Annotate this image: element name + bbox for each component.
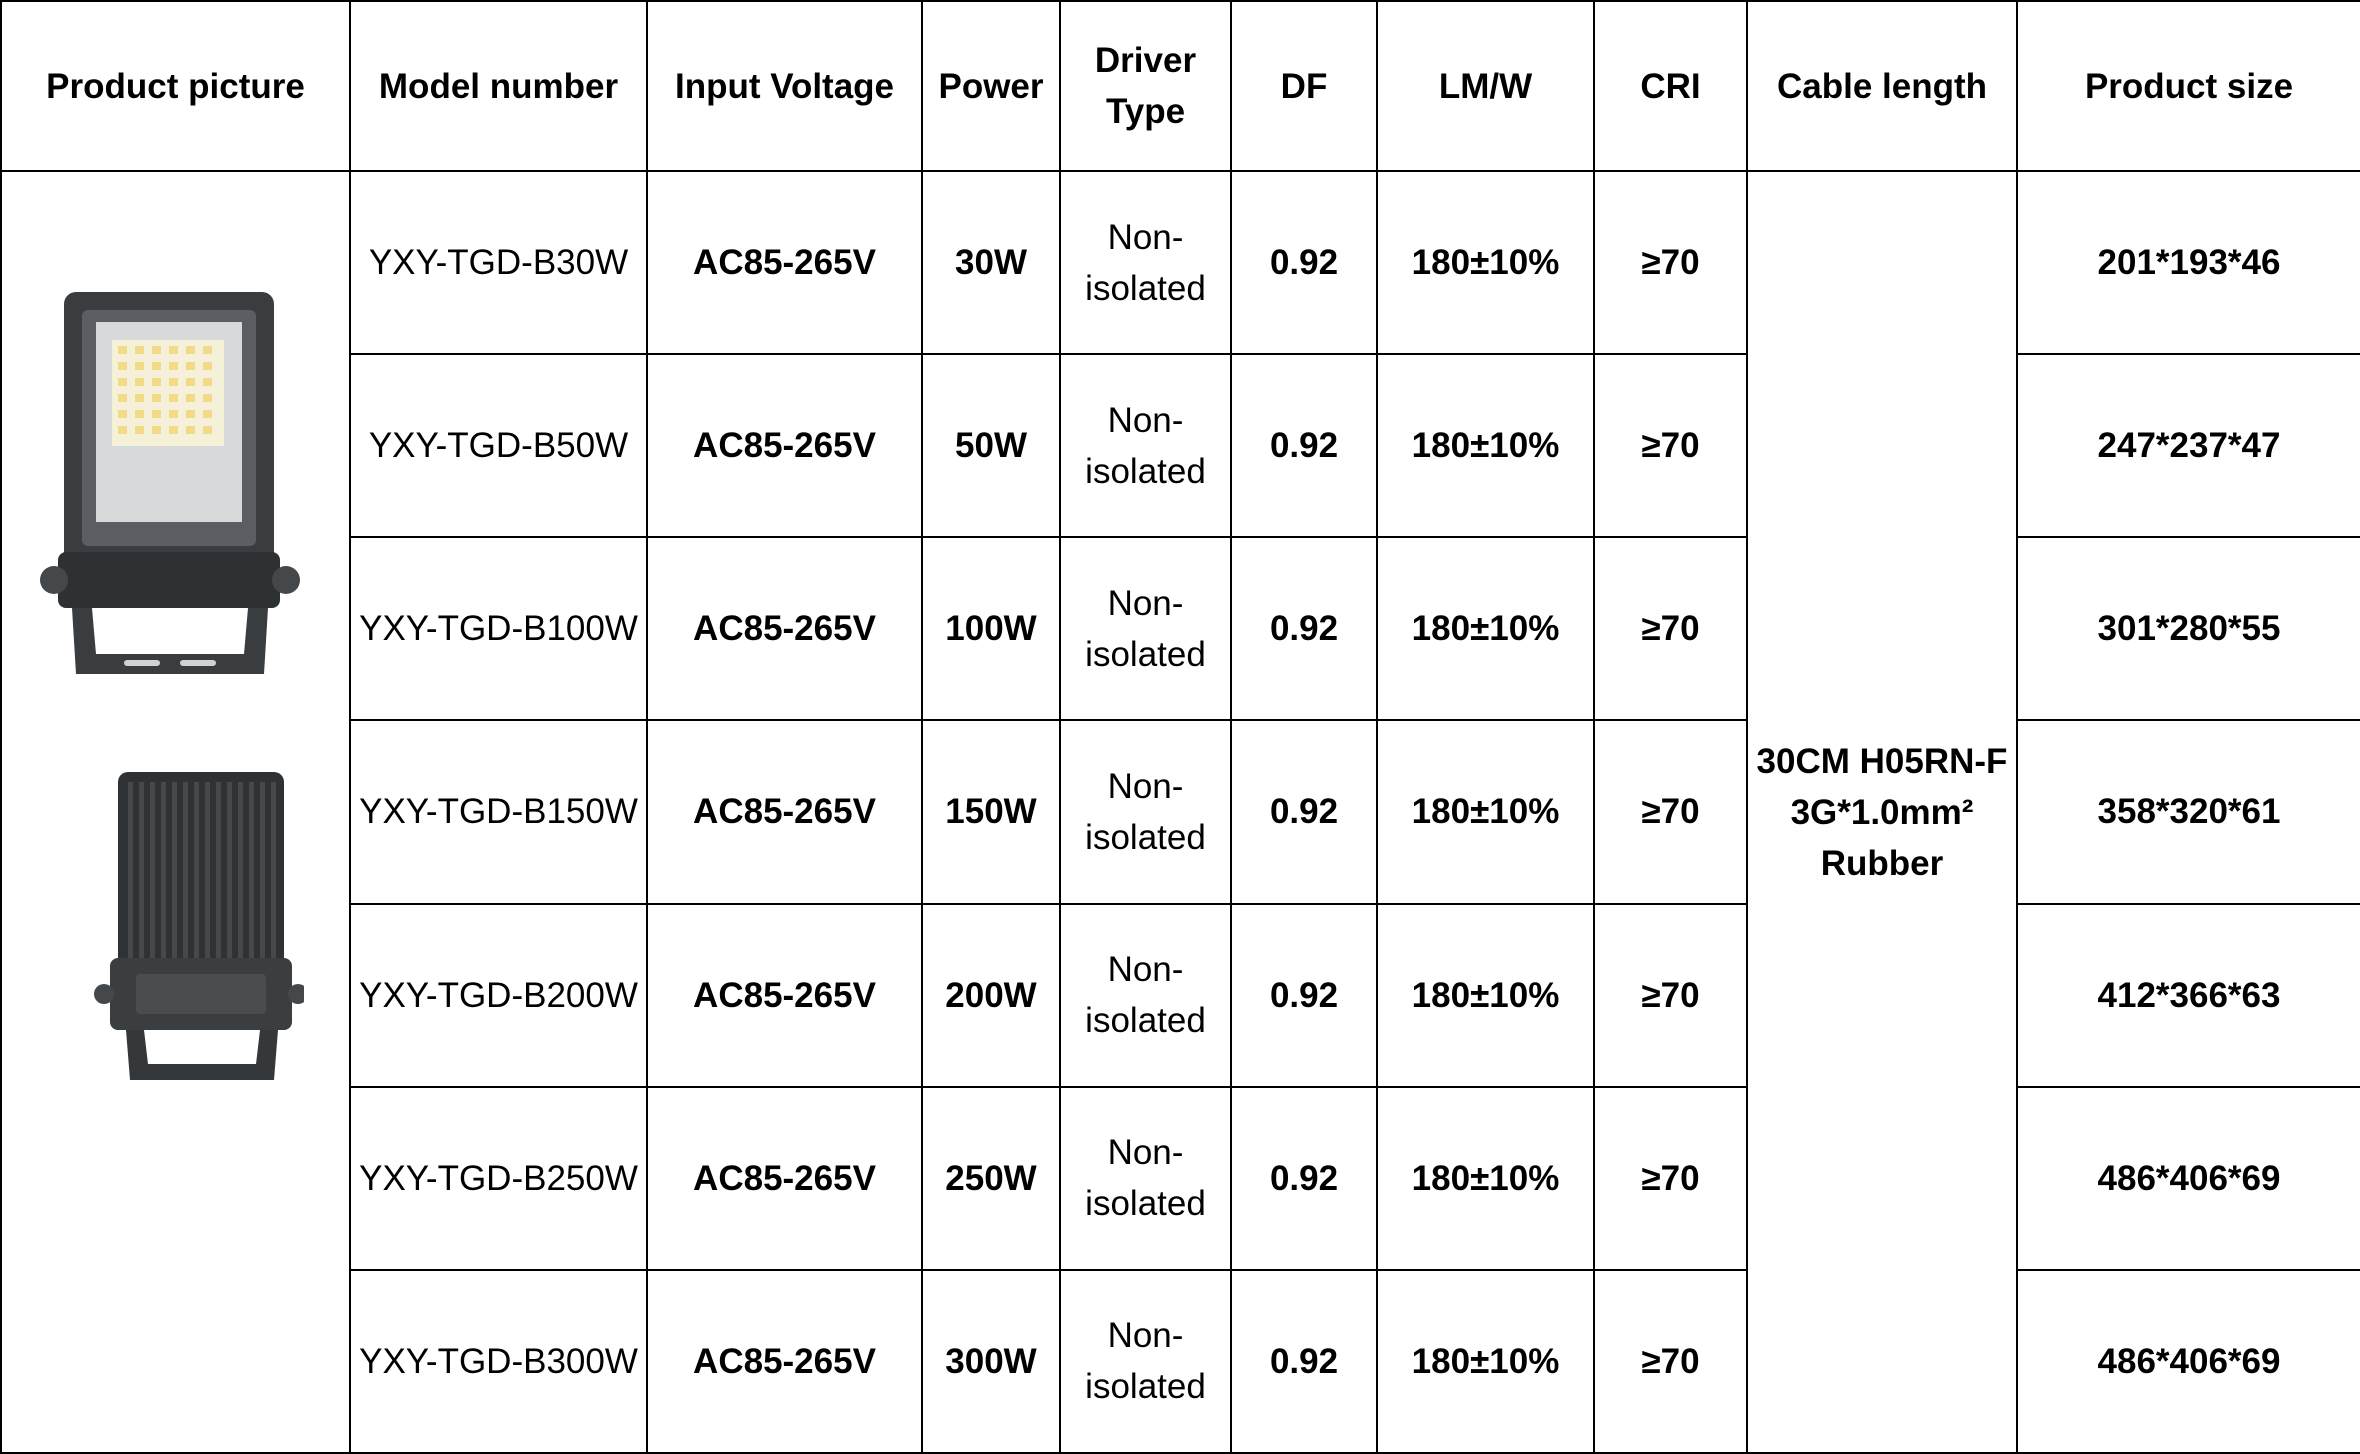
led-chip [203, 394, 212, 402]
header-product-picture: Product picture [1, 1, 350, 171]
product-size-cell: 486*406*69 [2017, 1270, 2360, 1453]
df-cell: 0.92 [1231, 354, 1377, 537]
cri-cell: ≥70 [1594, 171, 1747, 354]
led-chip [169, 394, 178, 402]
led-chip [135, 426, 144, 434]
df-cell: 0.92 [1231, 904, 1377, 1087]
header-product-size: Product size [2017, 1, 2360, 171]
floodlight-back-image [74, 762, 304, 1092]
led-chip [152, 394, 161, 402]
header-row [1, 1, 2360, 171]
led-chip [152, 410, 161, 418]
lm-w-cell: 180±10% [1377, 904, 1594, 1087]
led-chip [186, 378, 195, 386]
heatsink-fin [227, 782, 232, 958]
power-cell: 250W [922, 1087, 1060, 1270]
driver-line1: Non- [1107, 950, 1184, 990]
floodlight-front-image [24, 282, 304, 682]
led-chip [203, 346, 212, 354]
model-number-cell: YXY-TGD-B250W [350, 1087, 647, 1270]
cable-line1: 30CM H05RN-F [1756, 741, 2008, 781]
model-number-cell: YXY-TGD-B50W [350, 354, 647, 537]
lm-w-cell: 180±10% [1377, 354, 1594, 537]
input-voltage-cell: AC85-265V [647, 354, 922, 537]
led-chip [186, 410, 195, 418]
cri-cell: ≥70 [1594, 720, 1747, 903]
heatsink-fin [183, 782, 188, 958]
heatsink-fin [216, 782, 221, 958]
driver-line1: Non- [1107, 400, 1184, 440]
heatsink-fin [271, 782, 276, 958]
product-size-cell: 486*406*69 [2017, 1087, 2360, 1270]
driver-type-cell [1060, 171, 1231, 354]
driver-type-cell [1060, 1087, 1231, 1270]
led-chip [169, 426, 178, 434]
driver-type-cell [1060, 537, 1231, 720]
lm-w-cell: 180±10% [1377, 1270, 1594, 1453]
power-cell: 150W [922, 720, 1060, 903]
product-pictures [2, 172, 349, 1452]
cri-cell: ≥70 [1594, 354, 1747, 537]
driver-line2: isolated [1085, 1367, 1206, 1407]
driver-line2: isolated [1085, 268, 1206, 308]
led-chip [186, 426, 195, 434]
product-picture-cell [1, 171, 350, 1453]
header-power: Power [922, 1, 1060, 171]
led-chip [203, 410, 212, 418]
led-chip [169, 410, 178, 418]
model-number-cell: YXY-TGD-B100W [350, 537, 647, 720]
driver-line2: isolated [1085, 817, 1206, 857]
heatsink-fin [205, 782, 210, 958]
header-cable-length: Cable length [1747, 1, 2017, 171]
heatsink-fin [128, 782, 133, 958]
driver-line1: Non- [1107, 1133, 1184, 1173]
led-chip [203, 362, 212, 370]
cable-line3: Rubber [1820, 843, 1944, 883]
heatsink-fin [260, 782, 265, 958]
header-driver-line1: Driver [1094, 41, 1197, 80]
df-cell: 0.92 [1231, 171, 1377, 354]
led-chip [118, 394, 127, 402]
lm-w-cell: 180±10% [1377, 720, 1594, 903]
input-voltage-cell: AC85-265V [647, 904, 922, 1087]
heatsink-fin [139, 782, 144, 958]
input-voltage-cell: AC85-265V [647, 720, 922, 903]
led-chip [169, 346, 178, 354]
led-chip [152, 362, 161, 370]
heatsink-fin [172, 782, 177, 958]
led-chip [152, 426, 161, 434]
led-chip [152, 378, 161, 386]
model-number-cell: YXY-TGD-B150W [350, 720, 647, 903]
header-lm-w: LM/W [1377, 1, 1594, 171]
driver-line2: isolated [1085, 1001, 1206, 1041]
led-chip [118, 410, 127, 418]
input-voltage-cell: AC85-265V [647, 1270, 922, 1453]
product-size-cell: 301*280*55 [2017, 537, 2360, 720]
led-chip [169, 378, 178, 386]
header-input-voltage: Input Voltage [647, 1, 922, 171]
led-chip [118, 362, 127, 370]
power-cell: 200W [922, 904, 1060, 1087]
led-chip [169, 362, 178, 370]
power-cell: 100W [922, 537, 1060, 720]
heatsink-fin [249, 782, 254, 958]
led-chip [152, 346, 161, 354]
led-chip [135, 362, 144, 370]
led-chip [186, 362, 195, 370]
df-cell: 0.92 [1231, 1087, 1377, 1270]
led-chip [135, 394, 144, 402]
driver-line1: Non- [1107, 217, 1184, 257]
header-df: DF [1231, 1, 1377, 171]
led-chip [203, 426, 212, 434]
heatsink-fin [161, 782, 166, 958]
led-chip [118, 346, 127, 354]
heatsink-fin [150, 782, 155, 958]
lm-w-cell: 180±10% [1377, 537, 1594, 720]
driver-line1: Non- [1107, 1316, 1184, 1356]
driver-line2: isolated [1085, 451, 1206, 491]
led-chip [186, 346, 195, 354]
header-driver-line2: Type [1105, 92, 1186, 131]
model-number-cell: YXY-TGD-B300W [350, 1270, 647, 1453]
product-size-cell: 412*366*63 [2017, 904, 2360, 1087]
power-cell: 50W [922, 354, 1060, 537]
led-chip [135, 410, 144, 418]
driver-type-cell [1060, 904, 1231, 1087]
driver-type-cell [1060, 720, 1231, 903]
heatsink-fin [238, 782, 243, 958]
product-size-cell: 247*237*47 [2017, 354, 2360, 537]
driver-line1: Non- [1107, 583, 1184, 623]
power-cell: 30W [922, 171, 1060, 354]
model-number-cell: YXY-TGD-B30W [350, 171, 647, 354]
driver-type-cell [1060, 1270, 1231, 1453]
cable-length-cell [1747, 171, 2017, 1453]
driver-line1: Non- [1107, 766, 1184, 806]
cri-cell: ≥70 [1594, 1087, 1747, 1270]
led-chip [135, 378, 144, 386]
model-number-cell: YXY-TGD-B200W [350, 904, 647, 1087]
input-voltage-cell: AC85-265V [647, 537, 922, 720]
df-cell: 0.92 [1231, 720, 1377, 903]
lm-w-cell: 180±10% [1377, 171, 1594, 354]
lm-w-cell: 180±10% [1377, 1087, 1594, 1270]
driver-line2: isolated [1085, 1184, 1206, 1224]
power-cell: 300W [922, 1270, 1060, 1453]
df-cell: 0.92 [1231, 537, 1377, 720]
driver-type-cell [1060, 354, 1231, 537]
led-chip [186, 394, 195, 402]
input-voltage-cell: AC85-265V [647, 171, 922, 354]
led-chip [135, 346, 144, 354]
product-size-cell: 201*193*46 [2017, 171, 2360, 354]
product-size-cell: 358*320*61 [2017, 720, 2360, 903]
led-chip [118, 378, 127, 386]
heatsink-fin [194, 782, 199, 958]
input-voltage-cell: AC85-265V [647, 1087, 922, 1270]
df-cell: 0.92 [1231, 1270, 1377, 1453]
cable-line2: 3G*1.0mm² [1790, 792, 1974, 832]
led-chip [203, 378, 212, 386]
table-row [1, 171, 2360, 354]
cri-cell: ≥70 [1594, 904, 1747, 1087]
cri-cell: ≥70 [1594, 537, 1747, 720]
header-cri: CRI [1594, 1, 1747, 171]
cri-cell: ≥70 [1594, 1270, 1747, 1453]
driver-line2: isolated [1085, 634, 1206, 674]
header-model-number: Model number [350, 1, 647, 171]
header-driver-type [1060, 1, 1231, 171]
led-chip [118, 426, 127, 434]
